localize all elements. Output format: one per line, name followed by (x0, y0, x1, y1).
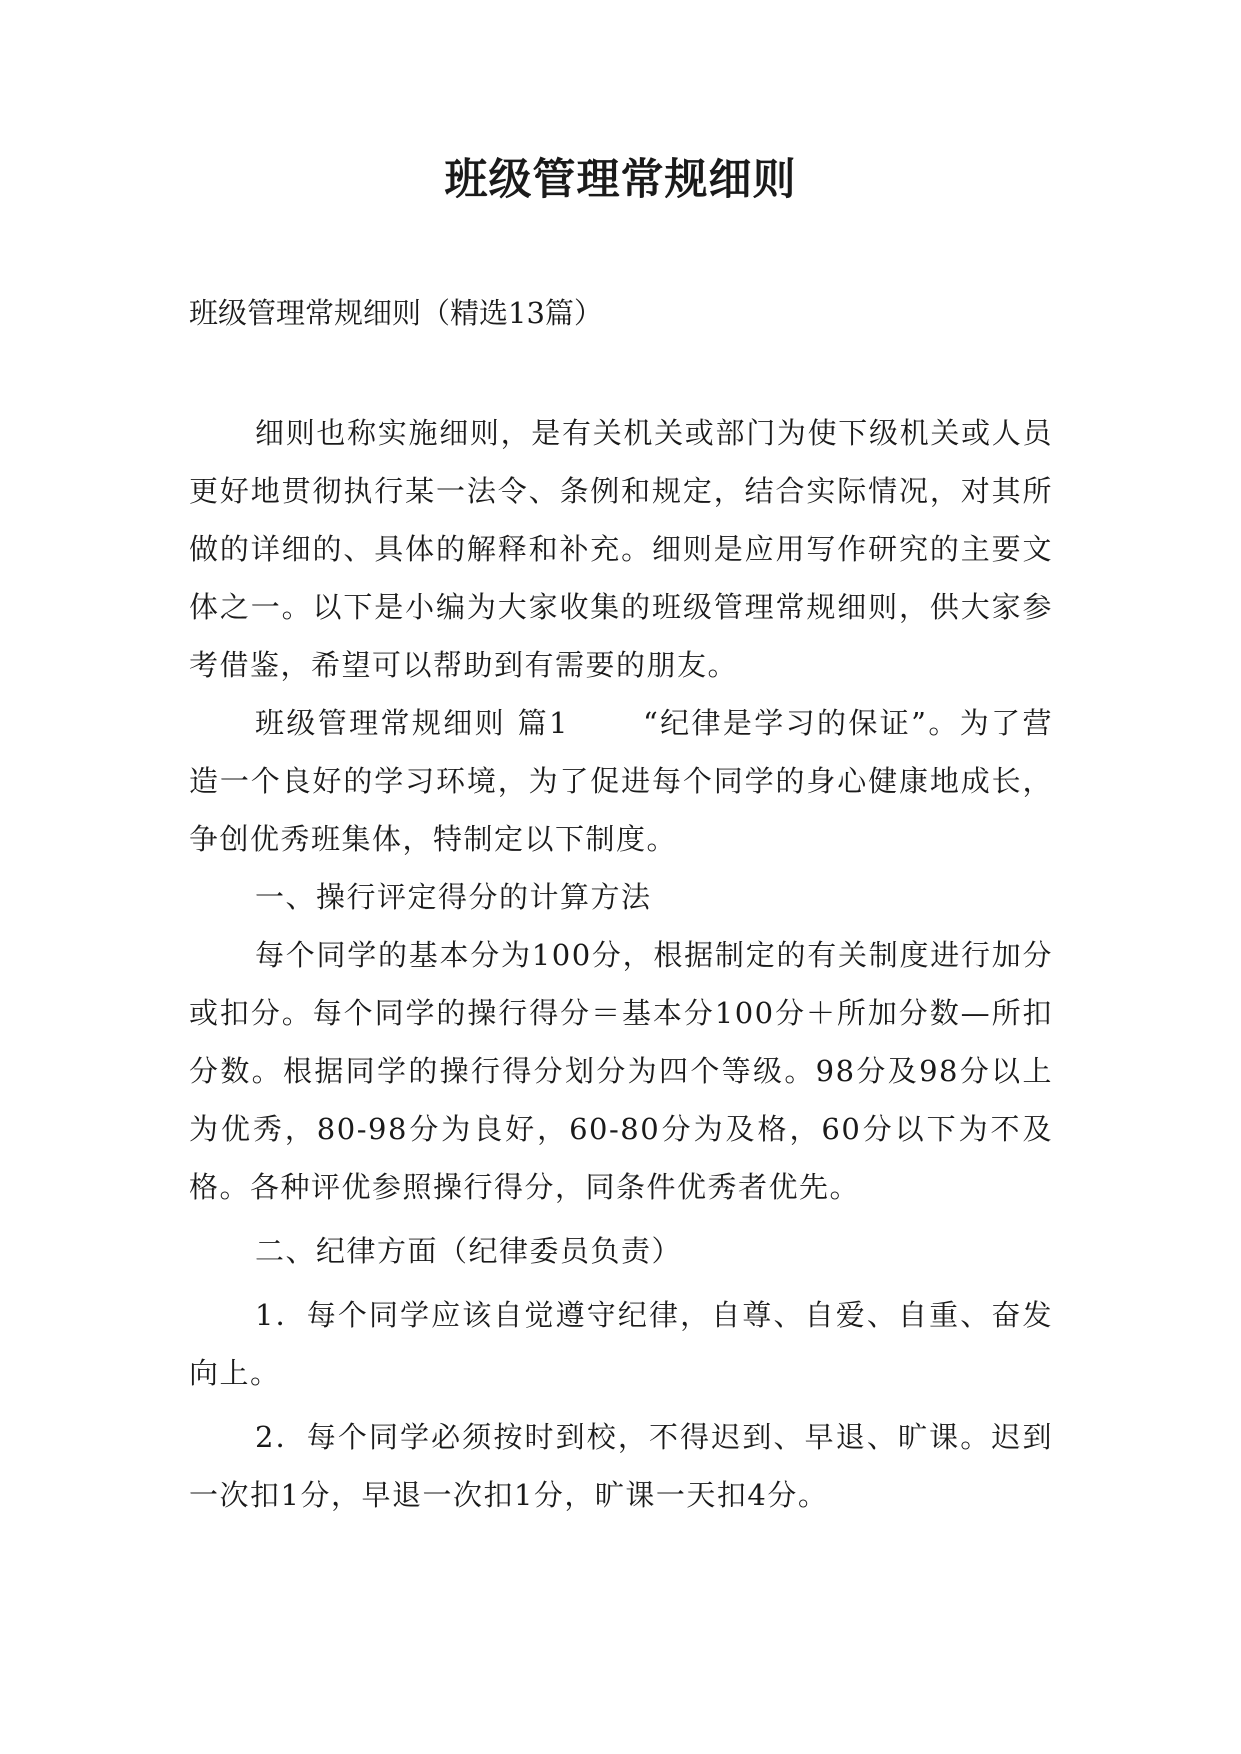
rule-item-1: 1．每个同学应该自觉遵守纪律，自尊、自爱、自重、奋发向上。 (189, 1298, 1053, 1390)
section-heading-2: 二、纪律方面（纪律委员负责） (255, 1234, 683, 1268)
section-heading-1: 一、操行评定得分的计算方法 (255, 880, 652, 914)
section-paragraph-1: 每个同学的基本分为100分，根据制定的有关制度进行加分或扣分。每个同学的操行得分＝基本分100分＋所加分数—所扣分数。根据同学的操行得分划分为四个等级。98分及98分以上为优秀，80-98分为良好，60-80分为及格，60分以下为不及格。各种评优参照操行得分，同条件优秀者优先。 (189, 938, 1053, 1204)
chapter-heading: 班级管理常规细则 篇1 (255, 706, 569, 740)
chapter-opening-text: “纪律是学习的保证”。为了营造一个良好的学习环境，为了促进每个同学的身心健康地成长，争创优秀班集体，特制定以下制度。 (189, 706, 1054, 856)
rule-item-2: 2．每个同学必须按时到校，不得迟到、早退、旷课。迟到一次扣1分，早退一次扣1分，旷课一天扣4分。 (189, 1420, 1053, 1512)
intro-paragraph: 细则也称实施细则，是有关机关或部门为使下级机关或人员更好地贯彻执行某一法令、条例和规定，结合实际情况，对其所做的详细的、具体的解释和补充。细则是应用写作研究的主要文体之一。以下是小编为大家收集的班级管理常规细则，供大家参考借鉴，希望可以帮助到有需要的朋友。 (189, 416, 1053, 682)
document-subtitle: 班级管理常规细则（精选13篇） (189, 296, 603, 330)
document-title: 班级管理常规细则 (444, 155, 797, 205)
document-body (189, 404, 1053, 1524)
chapter-paragraph (189, 694, 1053, 868)
